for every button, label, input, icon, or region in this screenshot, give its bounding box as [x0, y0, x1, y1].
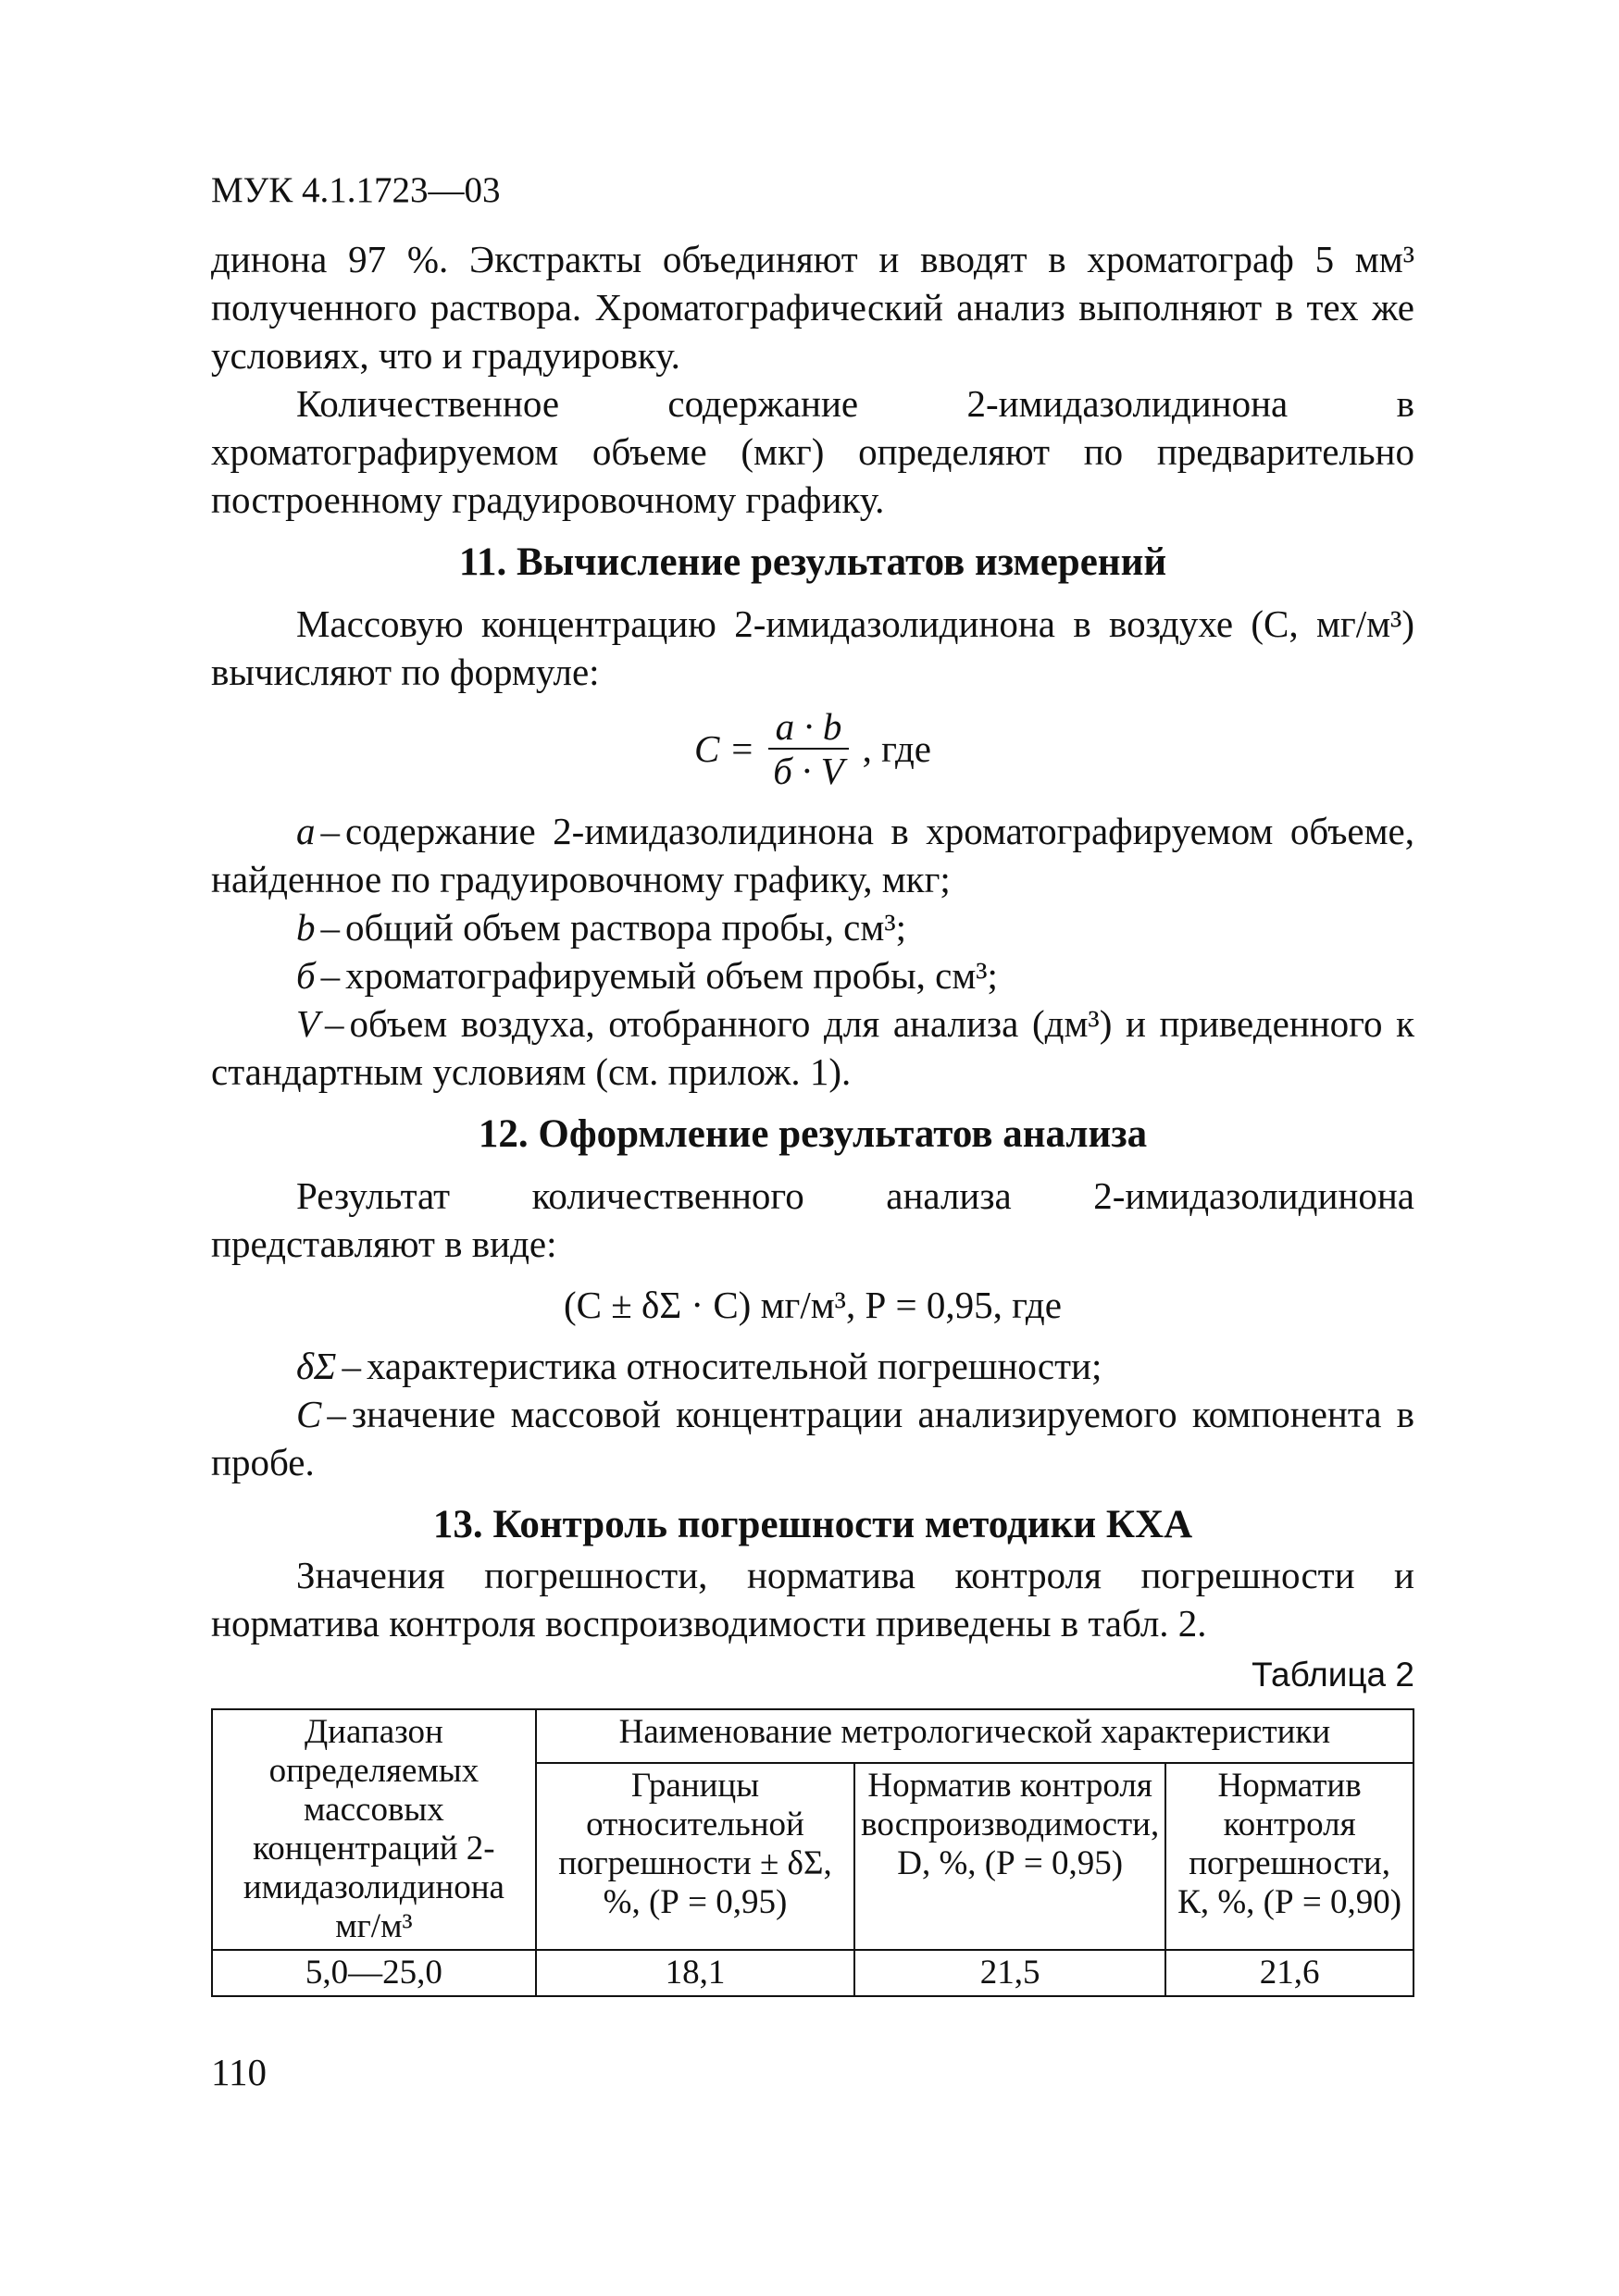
definition-c: С – значение массовой концентрации анализируемого компонента в пробе.: [211, 1393, 1414, 1483]
formula-denominator: б · V: [773, 750, 844, 792]
definition-text: значение массовой концентрации анализируемого компонента в пробе.: [211, 1393, 1414, 1483]
result-formula: (С ± δΣ · С) мг/м³, Р = 0,95, где: [564, 1284, 1062, 1326]
concentration-formula: [211, 705, 1414, 792]
section-11-title: 11. Вычисление результатов измерений: [458, 540, 1167, 584]
definition-b-cyr: б – хроматографируемый объем пробы, см³;: [296, 954, 998, 997]
definition-text: объем воздуха, отобранного для анализа (дм³) и приведенного к стандартным условиям (см. прилож. 1).: [211, 1002, 1414, 1093]
formula-numerator: a · b: [768, 705, 850, 750]
section-12-title: 12. Оформление результатов анализа: [478, 1112, 1148, 1156]
error-control-header: Норматив контроля погрешности, К, %, (Р = 0,90): [1165, 1763, 1414, 1950]
table-header-row: [212, 1709, 1414, 1763]
page-number: 110: [211, 2051, 267, 2093]
section-13-title: 13. Контроль погрешности методики КХА: [432, 1503, 1193, 1546]
error-control-cell: 21,6: [1165, 1950, 1414, 1996]
error-bounds-header: Границы относительной погрешности ± δΣ, %, (Р = 0,95): [536, 1763, 854, 1950]
intro-paragraph-1: динона 97 %. Экстракты объединяют и вводят в хроматограф 5 мм³ полученного раствора. Хроматографический анализ выполняют в тех же условиях, что и градуировку.: [211, 238, 1414, 377]
definition-symbol: С: [296, 1393, 322, 1435]
definition-symbol: V: [296, 1002, 320, 1045]
formula-lhs: C =: [693, 727, 755, 770]
formula-fraction: [766, 705, 851, 792]
group-header: Наименование метрологической характеристики: [536, 1709, 1414, 1763]
formula-suffix: , где: [862, 727, 932, 770]
definition-delta: δΣ – характеристика относительной погрешности;: [296, 1345, 1102, 1387]
definition-symbol: a: [296, 810, 316, 852]
section-11-text: Массовую концентрацию 2-имидазолидинона в воздухе (С, мг/м³) вычисляют по формуле:: [211, 602, 1414, 693]
definition-text: хроматографируемый объем пробы, см³;: [345, 954, 998, 997]
section-12-text: Результат количественного анализа 2-имидазолидинона представляют в виде:: [211, 1174, 1414, 1265]
definition-text: содержание 2-имидазолидинона в хроматографируемом объеме, найденное по градуировочному графику, мкг;: [211, 810, 1414, 900]
reproducibility-cell: 21,5: [854, 1950, 1165, 1996]
document-page: [211, 167, 1414, 1997]
definition-text: общий объем раствора пробы, см³;: [345, 906, 907, 949]
intro-paragraph-2: Количественное содержание 2-имидазолидинона в хроматографируемом объеме (мкг) определяют по предварительно построенному градуировочному графику.: [211, 382, 1414, 521]
reproducibility-header: Норматив контроля воспроизводимости, D, %, (Р = 0,95): [854, 1763, 1165, 1950]
table-row: [212, 1950, 1414, 1996]
metrology-table: [211, 1708, 1414, 1997]
range-cell: 5,0—25,0: [212, 1950, 536, 1996]
range-column-header: Диапазон определяемых массовых концентраций 2-имидазолидинона мг/м³: [212, 1709, 536, 1950]
definition-b: b – общий объем раствора пробы, см³;: [296, 906, 907, 949]
definition-symbol: b: [296, 906, 316, 949]
document-code: МУК 4.1.1723—03: [211, 170, 501, 210]
definition-text: характеристика относительной погрешности;: [366, 1345, 1102, 1387]
definition-a: a – содержание 2-имидазолидинона в хроматографируемом объеме, найденное по градуировочному графику, мкг;: [211, 810, 1414, 900]
definition-symbol: б: [296, 954, 316, 997]
definition-v: V – объем воздуха, отобранного для анализа (дм³) и приведенного к стандартным условиям (см. прилож. 1).: [211, 1002, 1414, 1093]
definition-symbol: δΣ: [296, 1345, 337, 1387]
section-13-text: Значения погрешности, норматива контроля погрешности и норматива контроля воспроизводимости приведены в табл. 2.: [211, 1554, 1414, 1644]
table-caption: Таблица 2: [1252, 1656, 1414, 1694]
delta-cell: 18,1: [536, 1950, 854, 1996]
